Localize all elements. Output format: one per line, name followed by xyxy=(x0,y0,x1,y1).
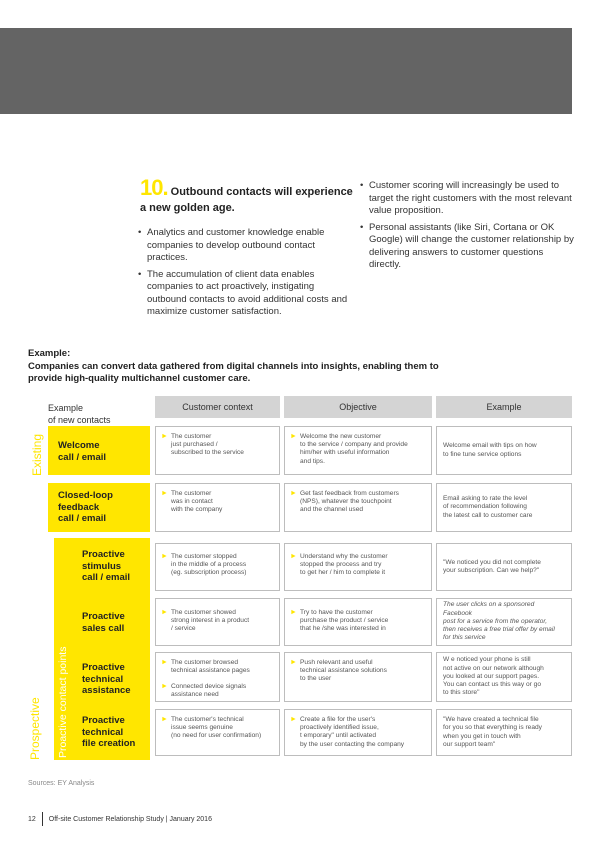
cell-example: W e noticed your phone is still not active on our network although you looked at our support pages. You can contact us this way or go to this store" xyxy=(436,652,572,702)
cell-context: ► The customer browsed technical assistance pages ► Connected device signals assistance need xyxy=(155,652,280,702)
left-bullet-list xyxy=(138,227,351,323)
corner-label-line2: of new contacts xyxy=(48,415,111,425)
cell-example: Email asking to rate the level of recommendation following the latest call to customer care xyxy=(436,483,572,532)
cell-objective: ► Try to have the customer purchase the product / service that he /she was interested in xyxy=(284,598,432,646)
heading-line2: a new golden age. xyxy=(140,202,235,214)
cell-context: ► The customer just purchased / subscribed to the service xyxy=(155,426,280,475)
cell-objective: ► Welcome the new customer to the service / company and provide him/her with useful information and tips. xyxy=(284,426,432,475)
row-label-proactive-tech-assist: Proactive technical assistance xyxy=(82,662,131,696)
section-number: 10. xyxy=(140,175,168,200)
group-label-existing: Existing xyxy=(30,433,44,476)
cell-objective: ► Push relevant and useful technical assistance solutions to the user xyxy=(284,652,432,702)
group-label-prospective: Prospective xyxy=(28,697,42,760)
cell-example: Welcome email with tips on how to fine tune service options xyxy=(436,426,572,475)
page-footer xyxy=(28,812,212,826)
header-customer-context: Customer context xyxy=(155,396,280,418)
row-label-proactive-file: Proactive technical file creation xyxy=(82,715,136,749)
cell-example: "We have created a technical file for you so that everything is ready when you get in touch with our support team" xyxy=(436,709,572,756)
example-description: Companies can convert data gathered from digital channels into insights, enabling them to provide high-quality multichannel customer care. xyxy=(28,361,439,384)
corner-label-line1: Example xyxy=(48,403,84,413)
cell-objective: ► Understand why the customer stopped the process and try to get her / him to complete it xyxy=(284,543,432,591)
row-label-proactive-sales: Proactive sales call xyxy=(82,611,125,634)
group-label-proactive: Proactive contact points xyxy=(57,646,69,758)
sources-note: Sources: EY Analysis xyxy=(28,780,95,787)
cell-context: ► The customer's technical issue seems genuine (no need for user confirmation) xyxy=(155,709,280,756)
example-title: Example: xyxy=(28,348,71,359)
corner-label xyxy=(48,402,111,426)
heading-line1: Outbound contacts will experience xyxy=(170,186,353,198)
footer-divider xyxy=(42,812,43,826)
cell-context: ► The customer showed strong interest in a product / service xyxy=(155,598,280,646)
footer-text: Off-site Customer Relationship Study | January 2016 xyxy=(48,815,212,823)
header-objective: Objective xyxy=(284,396,432,418)
section-heading xyxy=(140,175,370,216)
example-block xyxy=(28,348,448,385)
right-bullet: • Customer scoring will increasingly be used to target the right customers with the most relevant value proposition. xyxy=(360,180,574,218)
header-example: Example xyxy=(436,396,572,418)
cell-example: "We noticed you did not complete your subscription. Can we help?" xyxy=(436,543,572,591)
cell-example: The user clicks on a sponsored Facebook post for a service from the operator, then receives a free trial offer by email for this service xyxy=(436,598,572,646)
left-bullet: • Analytics and customer knowledge enable companies to develop outbound contact practices. xyxy=(138,227,351,265)
row-label-closed-loop: Closed-loop feedback call / email xyxy=(58,490,113,524)
cell-context: ► The customer was in contact with the company xyxy=(155,483,280,532)
header-banner xyxy=(0,28,572,114)
left-bullet: • The accumulation of client data enables companies to act proactively, instigating outbound contacts to avoid additional costs and maximize customer satisfaction. xyxy=(138,269,351,319)
page-number: 12 xyxy=(28,815,36,823)
cell-context: ► The customer stopped in the middle of a process (eg. subscription process) xyxy=(155,543,280,591)
row-label-welcome: Welcome call / email xyxy=(58,440,107,463)
right-bullet-list xyxy=(360,180,574,276)
row-label-proactive-stimulus: Proactive stimulus call / email xyxy=(82,549,131,583)
right-bullet: • Personal assistants (like Siri, Cortana or OK Google) will change the customer relationship by delivering answers to customer questions directly. xyxy=(360,222,574,272)
cell-objective: ► Create a file for the user's proactively identified issue, t emporary" until activated by the user contacting the company xyxy=(284,709,432,756)
cell-objective: ► Get fast feedback from customers (NPS), whatever the touchpoint and the channel used xyxy=(284,483,432,532)
